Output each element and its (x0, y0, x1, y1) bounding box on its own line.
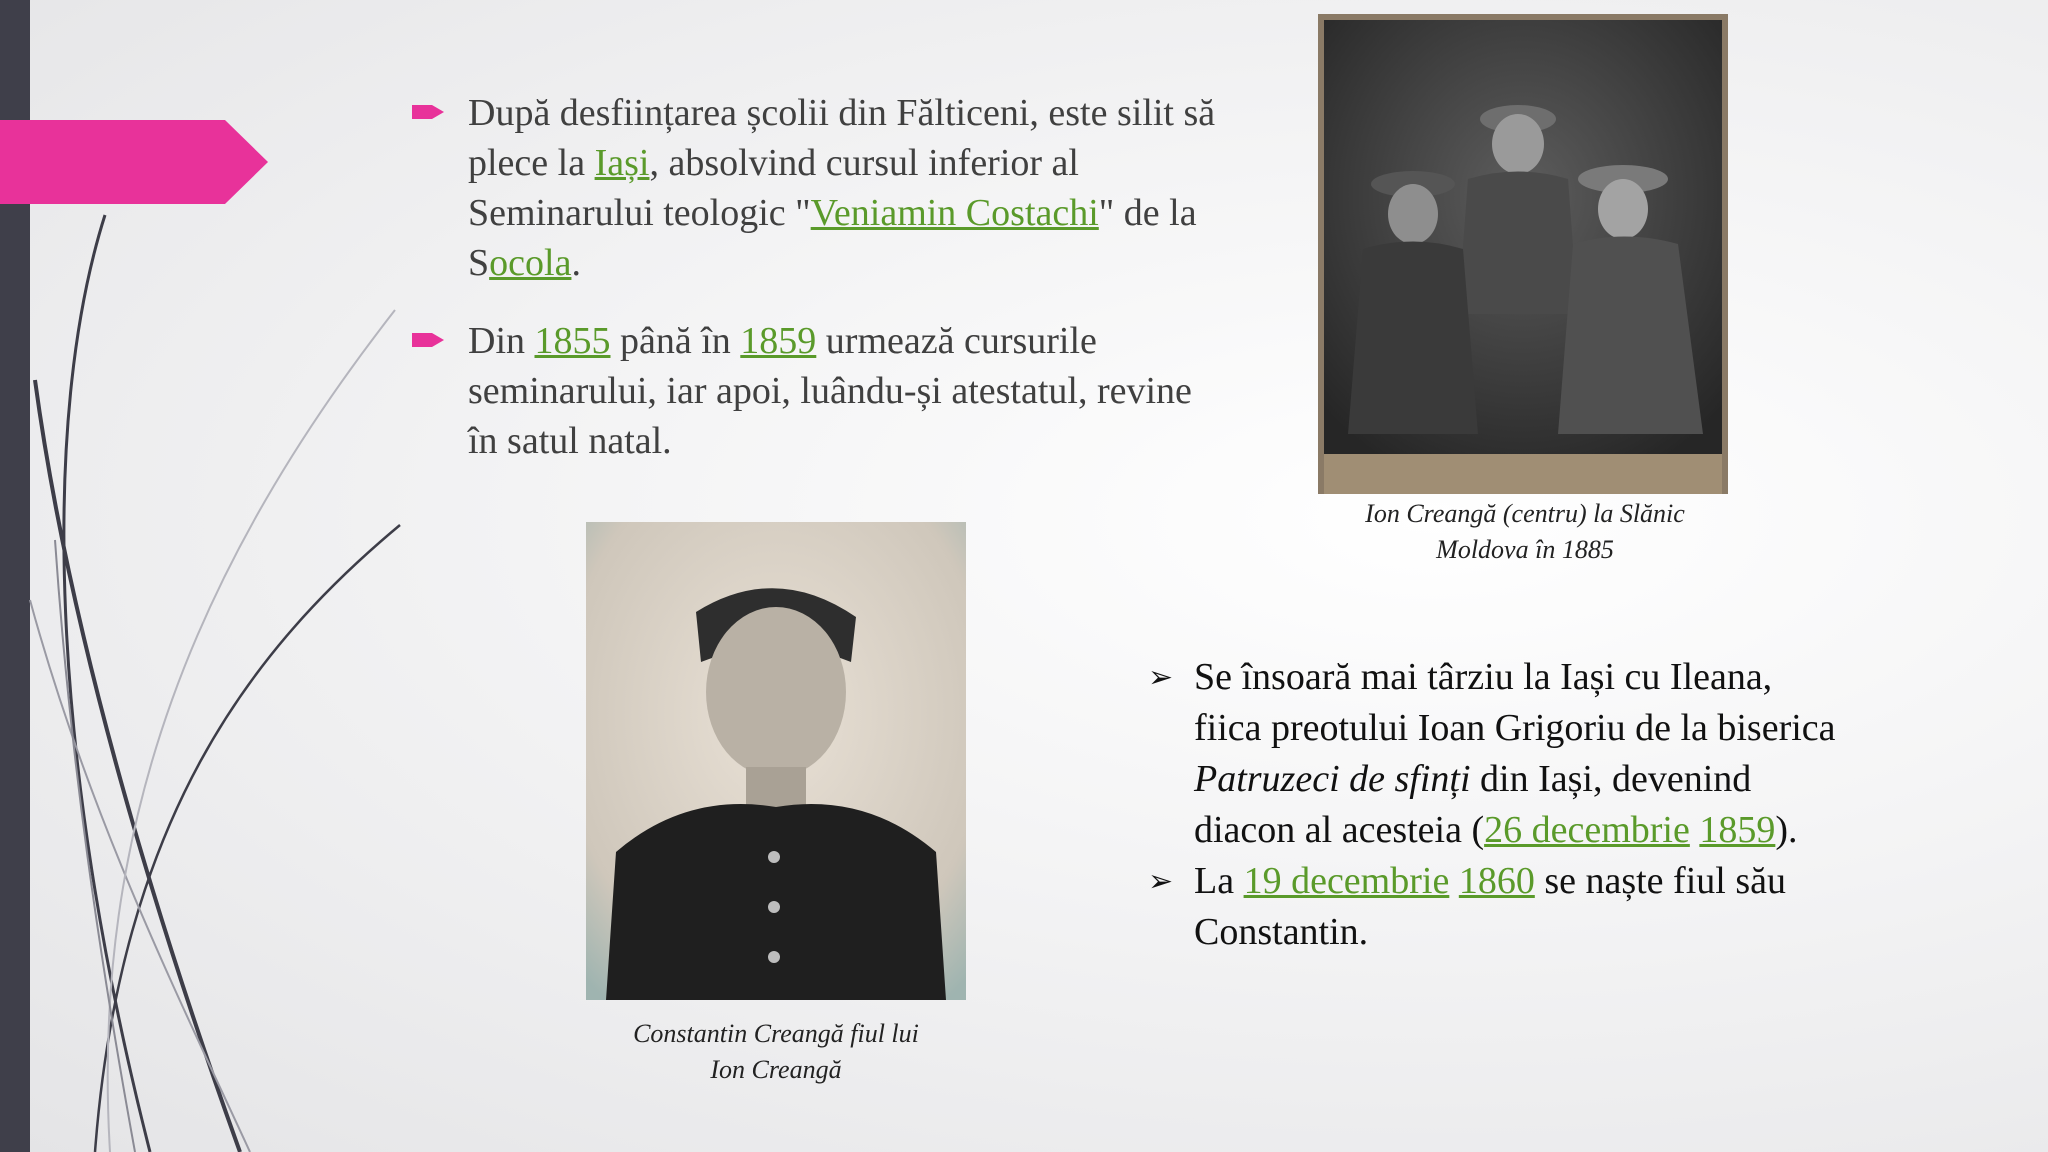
top-bullet-list (410, 88, 1230, 494)
link-1860[interactable]: 1860 (1458, 860, 1535, 902)
caption-group-photo (1300, 496, 1750, 568)
caption-line: Moldova în 1885 (1436, 535, 1614, 564)
right-bullet-list (1148, 652, 1848, 958)
text: , absolvind cursul inferior al Seminarului teologic " (468, 142, 1079, 234)
chevron-right-bullet-icon: ➢ (1148, 660, 1174, 695)
text: După desființarea școlii din Fălticeni, este silit să plece la (468, 92, 1216, 184)
caption-son-photo (570, 1016, 982, 1088)
caption-line: Ion Creangă (centru) la Slănic (1365, 499, 1685, 528)
caption-line: Constantin Creangă fiul lui (633, 1019, 919, 1048)
link-1855[interactable]: 1855 (534, 320, 611, 362)
bullet-marriage (1148, 652, 1848, 856)
link-19-decembrie[interactable]: 19 decembrie (1243, 860, 1450, 902)
text: Se însoară mai târziu la Iași cu Ileana, fiica preotului Ioan Grigoriu de la biserica (1194, 656, 1836, 749)
bullet-seminary-years (410, 316, 1230, 466)
pink-arrow-shape (0, 120, 268, 204)
text: . (571, 242, 581, 284)
chevron-right-bullet-icon: ➢ (1148, 864, 1174, 899)
link-1859[interactable]: 1859 (740, 320, 817, 362)
text: Din (468, 320, 535, 362)
text (1449, 860, 1459, 902)
text: se naște fiul său Constantin. (1194, 860, 1786, 953)
link-socola[interactable]: ocola (489, 242, 572, 284)
photo-constantin-creanga (586, 522, 966, 1000)
pink-arrow-fill (0, 120, 268, 204)
photo-creanga-group (1318, 14, 1728, 494)
caption-line: Ion Creangă (710, 1055, 842, 1084)
text: La (1194, 860, 1244, 902)
text: urmează cursurile seminarului, iar apoi, luându-și atestatul, revine în satul natal. (468, 320, 1192, 462)
text (1690, 809, 1700, 851)
pink-arrow-bullet-icon (412, 102, 446, 122)
church-name: Patruzeci de sfinți (1194, 758, 1471, 800)
text: din Iași, devenind diacon al acesteia ( (1194, 758, 1752, 851)
bullet-school-closure (410, 88, 1230, 288)
text: până în (610, 320, 741, 362)
link-iasi[interactable]: Iași (594, 142, 650, 184)
text: ). (1775, 809, 1798, 851)
link-1859-right[interactable]: 1859 (1699, 809, 1776, 851)
bullet-son-birth (1148, 856, 1848, 958)
link-veniamin-costachi[interactable]: Veniamin Costachi (810, 192, 1099, 234)
link-26-decembrie[interactable]: 26 decembrie (1484, 809, 1690, 851)
son-photo-illustration (586, 522, 966, 1000)
group-photo-illustration (1318, 14, 1728, 494)
text: " de la S (468, 192, 1197, 284)
pink-arrow-bullet-icon (412, 330, 446, 350)
